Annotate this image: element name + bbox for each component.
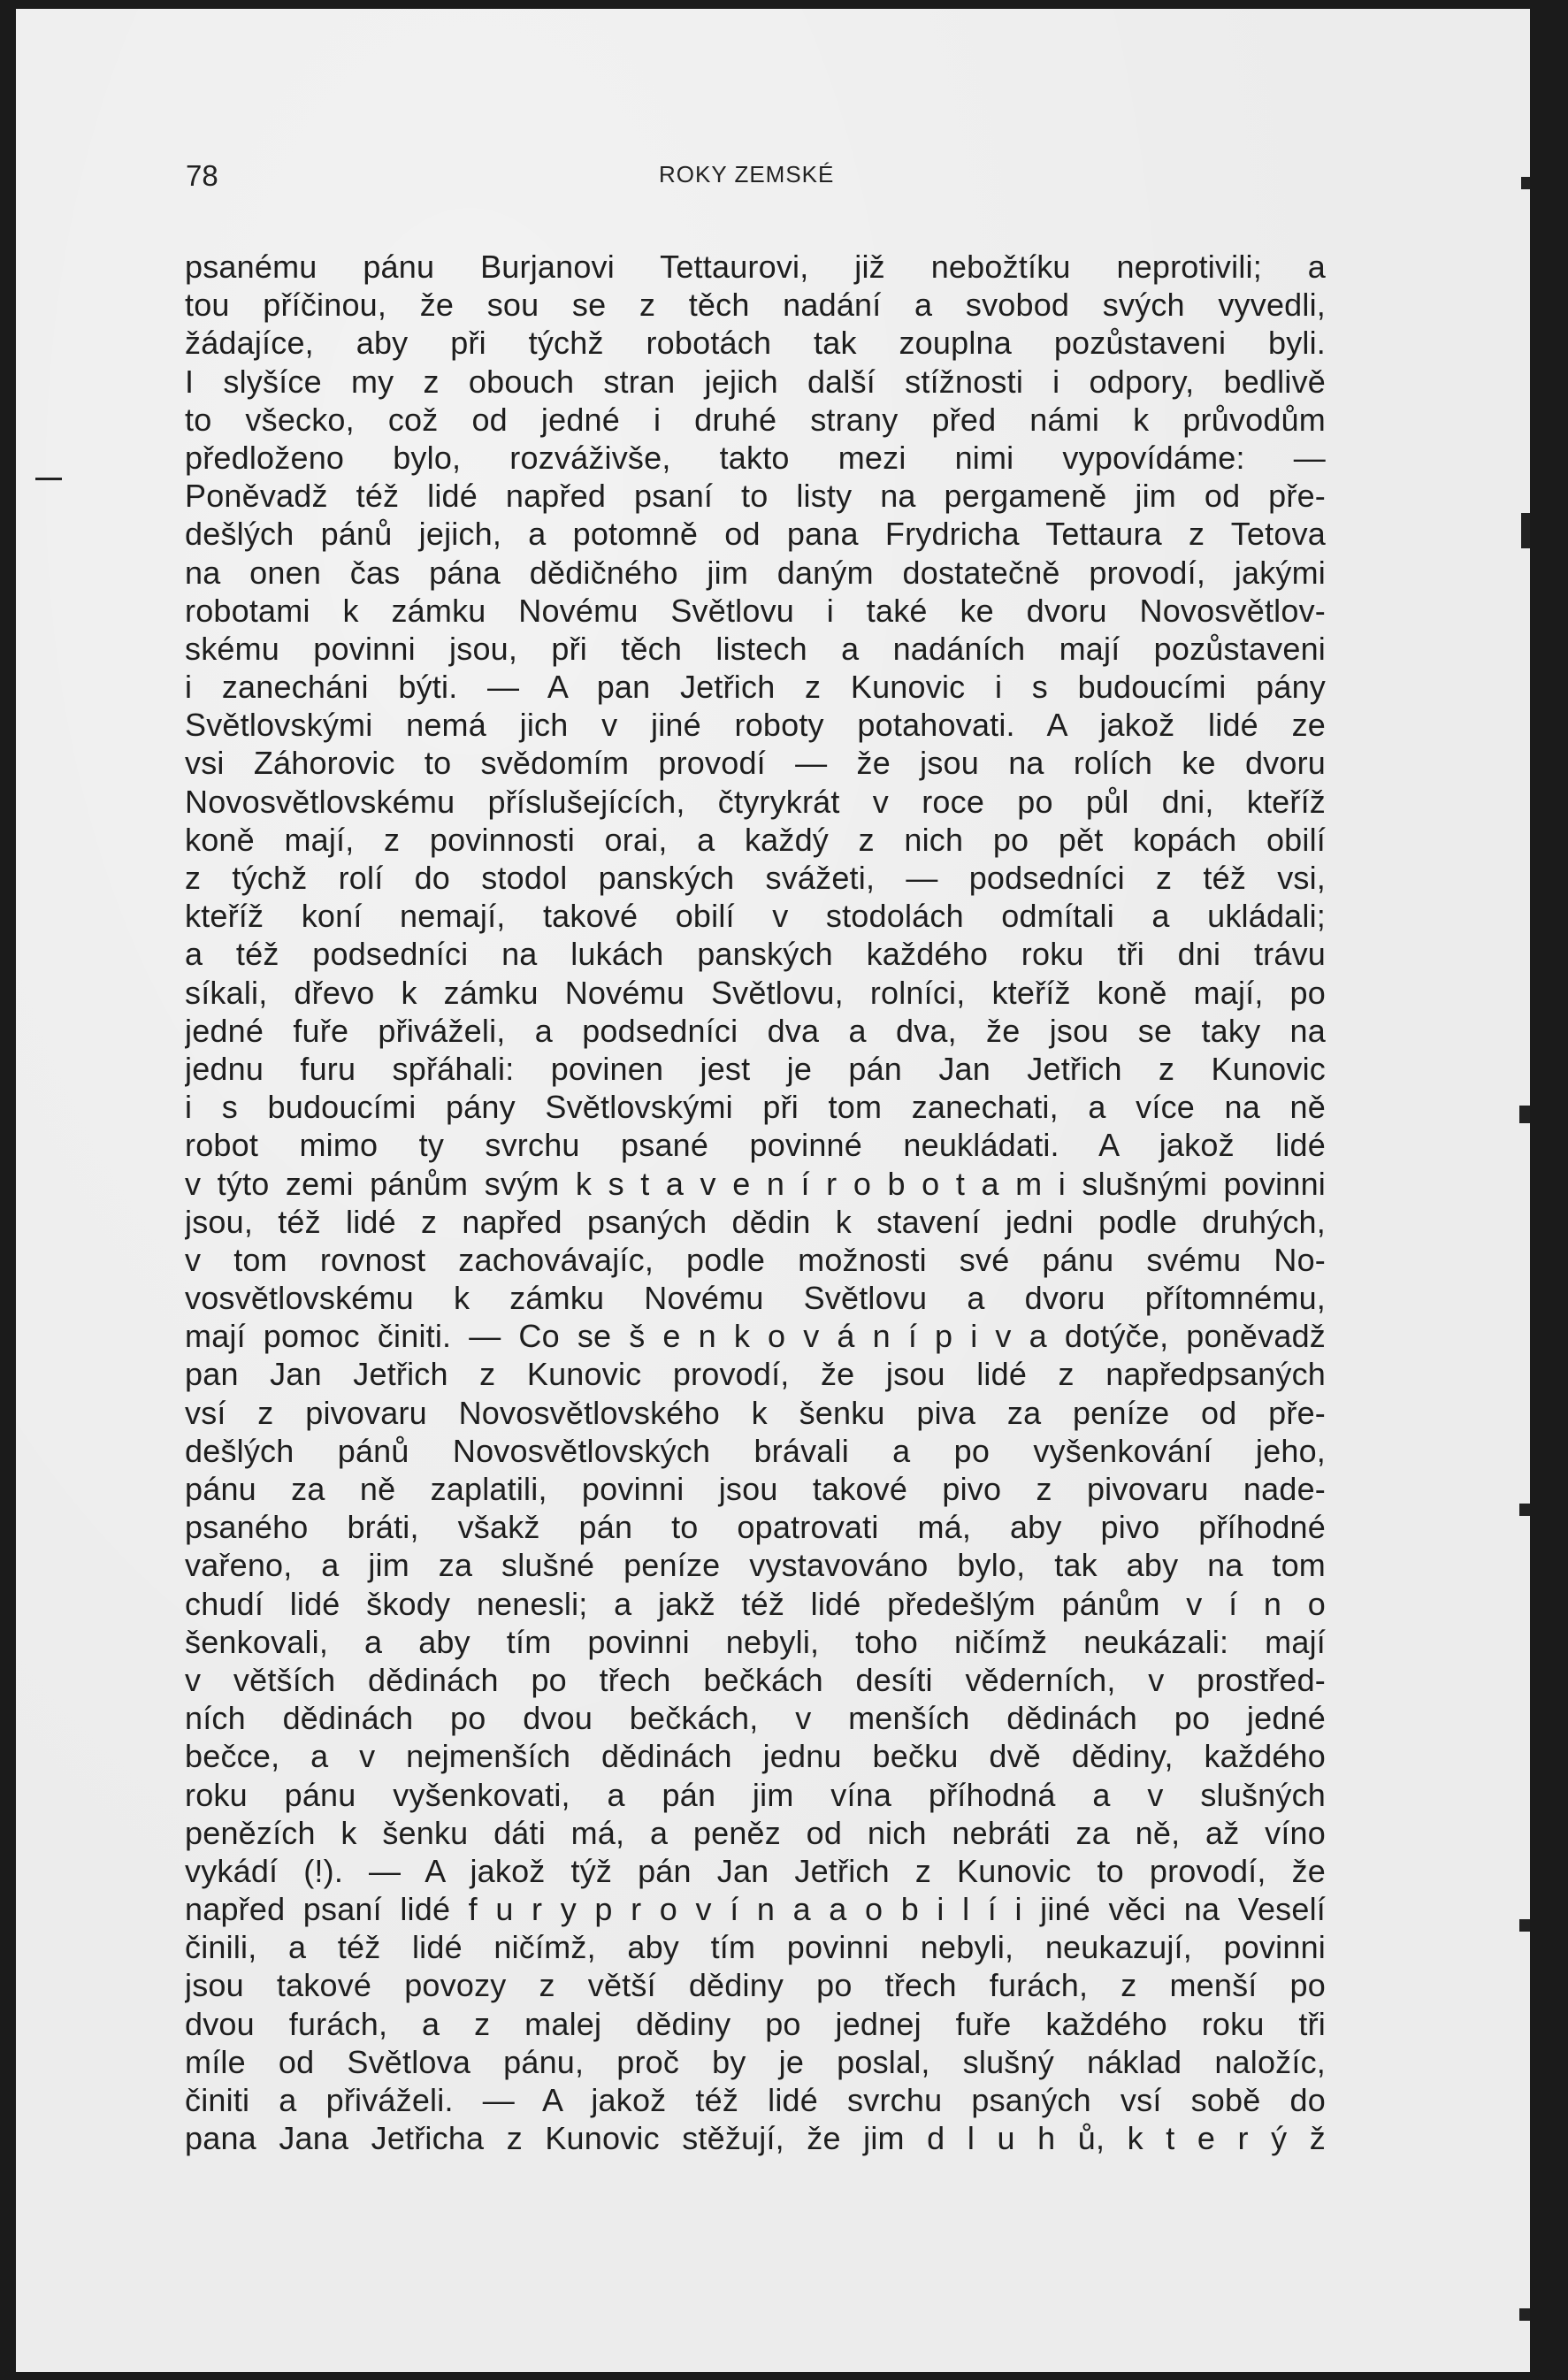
- scan-mark: [1521, 177, 1530, 189]
- text-line: chudí lidé škody nenesli; a jakž též lidé předešlým pánům v í n o: [185, 1585, 1326, 1622]
- scan-mark: [35, 478, 62, 480]
- text-line: předloženo bylo, rozváživše, takto mezi nimi vypovídáme: —: [185, 439, 1326, 476]
- text-line: z týchž rolí do stodol panských svážeti, — podsedníci z též vsi,: [185, 860, 1326, 896]
- page-number: 78: [186, 159, 218, 192]
- text-line: kteříž koní nemají, takové obilí v stodolách odmítali a ukládali;: [185, 898, 1326, 935]
- text-line: psanému pánu Burjanovi Tettaurovi, již nebožtíku neprotivili; a: [185, 249, 1326, 285]
- text-line: šenkovali, a aby tím povinni nebyli, toho ničímž neukázali: mají: [185, 1623, 1326, 1660]
- text-line: v tom rovnost zachovávajíc, podle možnosti své pánu svému No-: [185, 1241, 1326, 1278]
- scan-mark: [1519, 1919, 1530, 1932]
- text-line: i zanecháni býti. — A pan Jetřich z Kunovic i s budoucími pány: [185, 669, 1326, 706]
- text-line: tou příčinou, že sou se z těch nadání a svobod svých vyvedli,: [185, 287, 1326, 324]
- text-line: a též podsedníci na lukách panských každého roku tři dni trávu: [185, 936, 1326, 973]
- text-line: robotami k zámku Novému Světlovu i také ke dvoru Novosvětlov-: [185, 592, 1326, 629]
- text-line: vykádí (!). — A jakož týž pán Jan Jetřich z Kunovic to provodí, že: [185, 1852, 1326, 1889]
- text-line: bečce, a v nejmenších dědinách jednu bečku dvě dědiny, každého: [185, 1738, 1326, 1775]
- text-line: skému povinni jsou, při těch listech a nadáních mají pozůstaveni: [185, 630, 1326, 667]
- text-line: vsí z pivovaru Novosvětlovského k šenku piva za peníze od pře-: [185, 1394, 1326, 1431]
- text-line: mají pomoc činiti. — Co se š e n k o v á n í p i v a dotýče, poněvadž: [185, 1318, 1326, 1355]
- text-line: napřed psaní lidé f u r y p r o v í n a a o b i l í i jiné věci na Veselí: [185, 1891, 1326, 1928]
- text-line: činiti a přiváželi. — A jakož též lidé svrchu psaných vsí sobě do: [185, 2082, 1326, 2118]
- text-line: dešlých pánů jejich, a potomně od pana Frydricha Tettaura z Tetova: [185, 516, 1326, 553]
- text-line: jsou takové povozy z větší dědiny po třech furách, z menší po: [185, 1967, 1326, 2004]
- text-line: na onen čas pána dědičného jim daným dostatečně provodí, jakými: [185, 554, 1326, 591]
- scan-mark: [1519, 1106, 1530, 1123]
- text-line: penězích k šenku dáti má, a peněz od nich nebráti za ně, až víno: [185, 1814, 1326, 1851]
- scan-mark: [1519, 1504, 1530, 1516]
- text-line: v týto zemi pánům svým k s t a v e n í r o b o t a m i slušnými povinni: [185, 1165, 1326, 1202]
- text-line: vsi Záhorovic to svědomím provodí — že jsou na rolích ke dvoru: [185, 745, 1326, 782]
- body-text: [185, 248, 1326, 2157]
- text-line: jednu furu spřáhali: povinen jest je pán Jan Jetřich z Kunovic: [185, 1050, 1326, 1087]
- text-line: pánu za ně zaplatili, povinni jsou takové pivo z pivovaru nade-: [185, 1471, 1326, 1507]
- text-line: míle od Světlova pánu, proč by je poslal, slušný náklad naložíc,: [185, 2043, 1326, 2080]
- text-line: síkali, dřevo k zámku Novému Světlovu, rolníci, kteříž koně mají, po: [185, 974, 1326, 1011]
- scan-mark: [1521, 513, 1530, 548]
- text-line: Novosvětlovskému příslušejících, čtyrykrát v roce po půl dni, kteříž: [185, 783, 1326, 820]
- book-page: [16, 9, 1530, 2372]
- text-line: jsou, též lidé z napřed psaných dědin k stavení jedni podle druhých,: [185, 1203, 1326, 1240]
- text-line: v větších dědinách po třech bečkách desíti věderních, v prostřed-: [185, 1661, 1326, 1698]
- text-line: psaného bráti, všakž pán to opatrovati má, aby pivo příhodné: [185, 1509, 1326, 1546]
- running-title: ROKY ZEMSKÉ: [659, 161, 835, 187]
- text-line: koně mají, z povinnosti orai, a každý z nich po pět kopách obilí: [185, 821, 1326, 858]
- text-line: dvou furách, a z malej dědiny po jednej fuře každého roku tři: [185, 2005, 1326, 2042]
- text-line: Poněvadž též lidé napřed psaní to listy na pergameně jim od pře-: [185, 478, 1326, 515]
- text-line: robot mimo ty svrchu psané povinné neukládati. A jakož lidé: [185, 1127, 1326, 1164]
- text-line: žádajíce, aby při týchž robotách tak zouplna pozůstaveni byli.: [185, 325, 1326, 362]
- text-line: ních dědinách po dvou bečkách, v menších dědinách po jedné: [185, 1700, 1326, 1737]
- text-line: to všecko, což od jedné i druhé strany před námi k průvodům: [185, 401, 1326, 438]
- text-line: I slyšíce my z obouch stran jejich další stížnosti i odpory, bedlivě: [185, 363, 1326, 400]
- text-line: pana Jana Jetřicha z Kunovic stěžují, že jim d l u h ů, k t e r ý ž: [185, 2120, 1326, 2157]
- scan-mark: [1519, 2308, 1530, 2321]
- text-line: pan Jan Jetřich z Kunovic provodí, že jsou lidé z napředpsaných: [185, 1356, 1326, 1393]
- text-line: i s budoucími pány Světlovskými při tom zanechati, a více na ně: [185, 1089, 1326, 1126]
- text-line: činili, a též lidé ničímž, aby tím povinni nebyli, neukazují, povinni: [185, 1929, 1326, 1966]
- text-line: Světlovskými nemá jich v jiné roboty potahovati. A jakož lidé ze: [185, 707, 1326, 744]
- text-line: vařeno, a jim za slušné peníze vystavováno bylo, tak aby na tom: [185, 1547, 1326, 1584]
- running-head: [186, 152, 1327, 205]
- text-line: dešlých pánů Novosvětlovských brávali a po vyšenkování jeho,: [185, 1432, 1326, 1469]
- text-line: jedné fuře přiváželi, a podsedníci dva a dva, že jsou se taky na: [185, 1012, 1326, 1049]
- text-line: roku pánu vyšenkovati, a pán jim vína příhodná a v slušných: [185, 1776, 1326, 1813]
- text-line: vosvětlovskému k zámku Novému Světlovu a dvoru přítomnému,: [185, 1280, 1326, 1317]
